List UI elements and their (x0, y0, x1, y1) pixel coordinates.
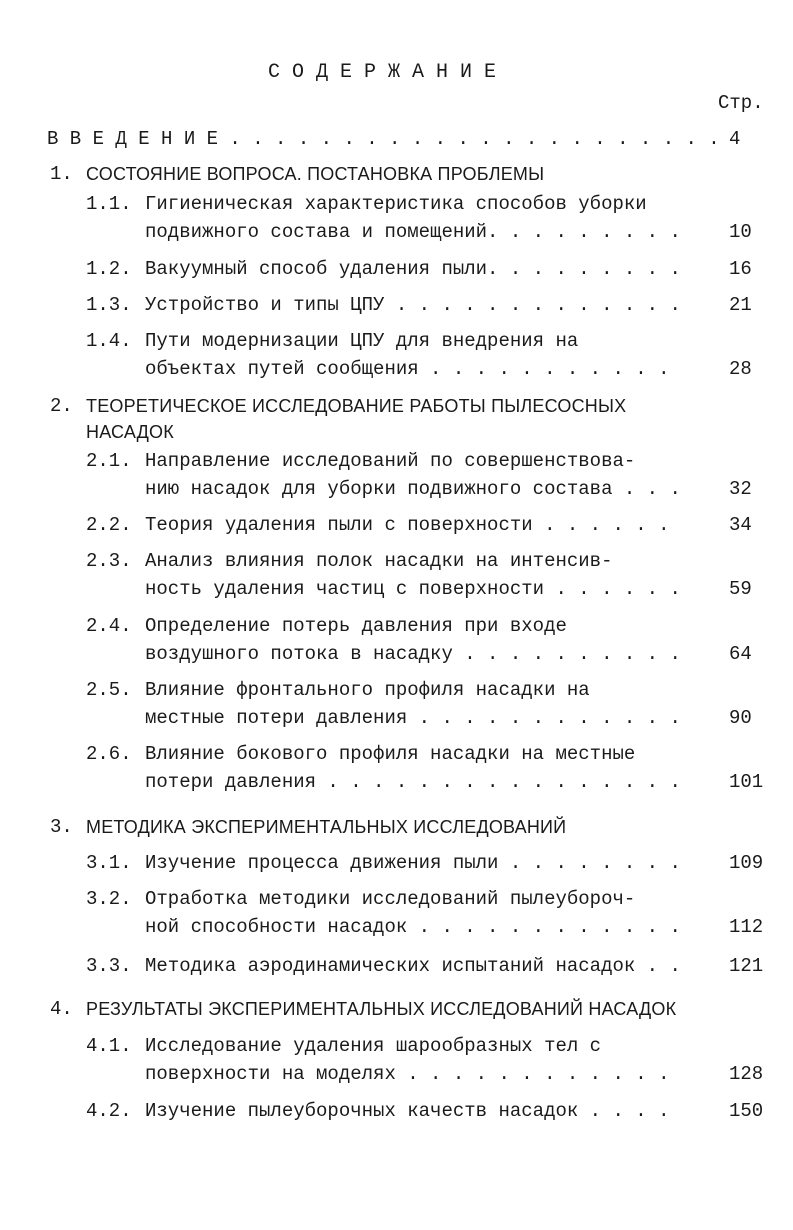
entry-text-line: поверхности на моделях . . . . . . . . . . . . (145, 1063, 670, 1085)
entry-text-line: Направление исследований по совершенствова- (145, 450, 636, 472)
entry-number: 2.5. (86, 679, 132, 701)
entry-number: 3.1. (86, 852, 132, 874)
entry-page: 34 (729, 514, 752, 536)
entry-page: 121 (729, 955, 764, 977)
entry-text-line: Гигиеническая характеристика способов уборки (145, 193, 647, 215)
entry-text-line: местные потери давления . . . . . . . . . . . . (145, 707, 681, 729)
entry-number: 2.6. (86, 743, 132, 765)
entry-text-line: Определение потерь давления при входе (145, 615, 567, 637)
entry-number: 2.2. (86, 514, 132, 536)
entry-page: 10 (729, 221, 752, 243)
entry-text-line: Изучение пылеуборочных качеств насадок . . . . (145, 1100, 670, 1122)
section-title: МЕТОДИКА ЭКСПЕРИМЕНТАЛЬНЫХ ИССЛЕДОВАНИЙ (86, 817, 567, 837)
entry-text-line: воздушного потока в насадку . . . . . . . . . . (145, 643, 681, 665)
entry-page: 150 (729, 1100, 764, 1122)
toc-title: С О Д Е Р Ж А Н И Е (268, 61, 497, 84)
entry-page: 21 (729, 294, 752, 316)
entry-text-line: Исследование удаления шарообразных тел с (145, 1035, 602, 1057)
entry-page: 90 (729, 707, 752, 729)
entry-text-line: Методика аэродинамических испытаний насадок . . (145, 955, 681, 977)
entry-text-line: Пути модернизации ЦПУ для внедрения на (145, 330, 579, 352)
section-number: 4. (50, 998, 73, 1020)
entry-page: 101 (729, 771, 764, 793)
entry-text-line: ной способности насадок . . . . . . . . . . . . (145, 916, 681, 938)
entry-page: 32 (729, 478, 752, 500)
entry-number: 4.2. (86, 1100, 132, 1122)
section-number: 2. (50, 395, 73, 417)
entry-text-line: Устройство и типы ЦПУ . . . . . . . . . . . . . (145, 294, 681, 316)
entry-number: 2.3. (86, 550, 132, 572)
entry-page: 64 (729, 643, 752, 665)
entry-text-line: Изучение процесса движения пыли . . . . . . . . (145, 852, 681, 874)
entry-text-line: Анализ влияния полок насадки на интенсив- (145, 550, 613, 572)
entry-number: 2.1. (86, 450, 132, 472)
entry-number: 3.3. (86, 955, 132, 977)
entry-text-line: ность удаления частиц с поверхности . . . . . . (145, 578, 681, 600)
entry-text-line: объектах путей сообщения . . . . . . . . . . . (145, 358, 670, 380)
entry-number: 4.1. (86, 1035, 132, 1057)
intro-label: В В Е Д Е Н И Е . . . . . . . . . . . . . . . . . . . . . . (47, 128, 720, 150)
entry-page: 109 (729, 852, 764, 874)
entry-page: 16 (729, 258, 752, 280)
entry-page: 128 (729, 1063, 764, 1085)
entry-text-line: потери давления . . . . . . . . . . . . . . . . (145, 771, 681, 793)
section-number: 3. (50, 816, 73, 838)
entry-number: 1.4. (86, 330, 132, 352)
section-title-cont: НАСАДОК (86, 422, 174, 442)
entry-number: 1.1. (86, 193, 132, 215)
entry-text-line: Вакуумный способ удаления пыли. . . . . . . . . (145, 258, 681, 280)
entry-page: 112 (729, 916, 764, 938)
entry-number: 1.2. (86, 258, 132, 280)
entry-text-line: нию насадок для уборки подвижного состава . . . (145, 478, 681, 500)
entry-text-line: Влияние фронтального профиля насадки на (145, 679, 590, 701)
entry-page: 28 (729, 358, 752, 380)
entry-number: 1.3. (86, 294, 132, 316)
entry-text-line: подвижного состава и помещений. . . . . . . . . (145, 221, 681, 243)
entry-page: 59 (729, 578, 752, 600)
section-title: СОСТОЯНИЕ ВОПРОСА. ПОСТАНОВКА ПРОБЛЕМЫ (86, 164, 545, 184)
section-title: РЕЗУЛЬТАТЫ ЭКСПЕРИМЕНТАЛЬНЫХ ИССЛЕДОВАНИЙ НАСАДОК (86, 999, 677, 1019)
section-number: 1. (50, 163, 73, 185)
page-column-label: Стр. (718, 92, 764, 114)
entry-text-line: Влияние бокового профиля насадки на местные (145, 743, 636, 765)
entry-number: 3.2. (86, 888, 132, 910)
entry-number: 2.4. (86, 615, 132, 637)
intro-page: 4 (729, 128, 741, 150)
entry-text-line: Теория удаления пыли с поверхности . . . . . . (145, 514, 670, 536)
section-title: ТЕОРЕТИЧЕСКОЕ ИССЛЕДОВАНИЕ РАБОТЫ ПЫЛЕСОСНЫХ (86, 396, 627, 416)
entry-text-line: Отработка методики исследований пылеубороч- (145, 888, 636, 910)
